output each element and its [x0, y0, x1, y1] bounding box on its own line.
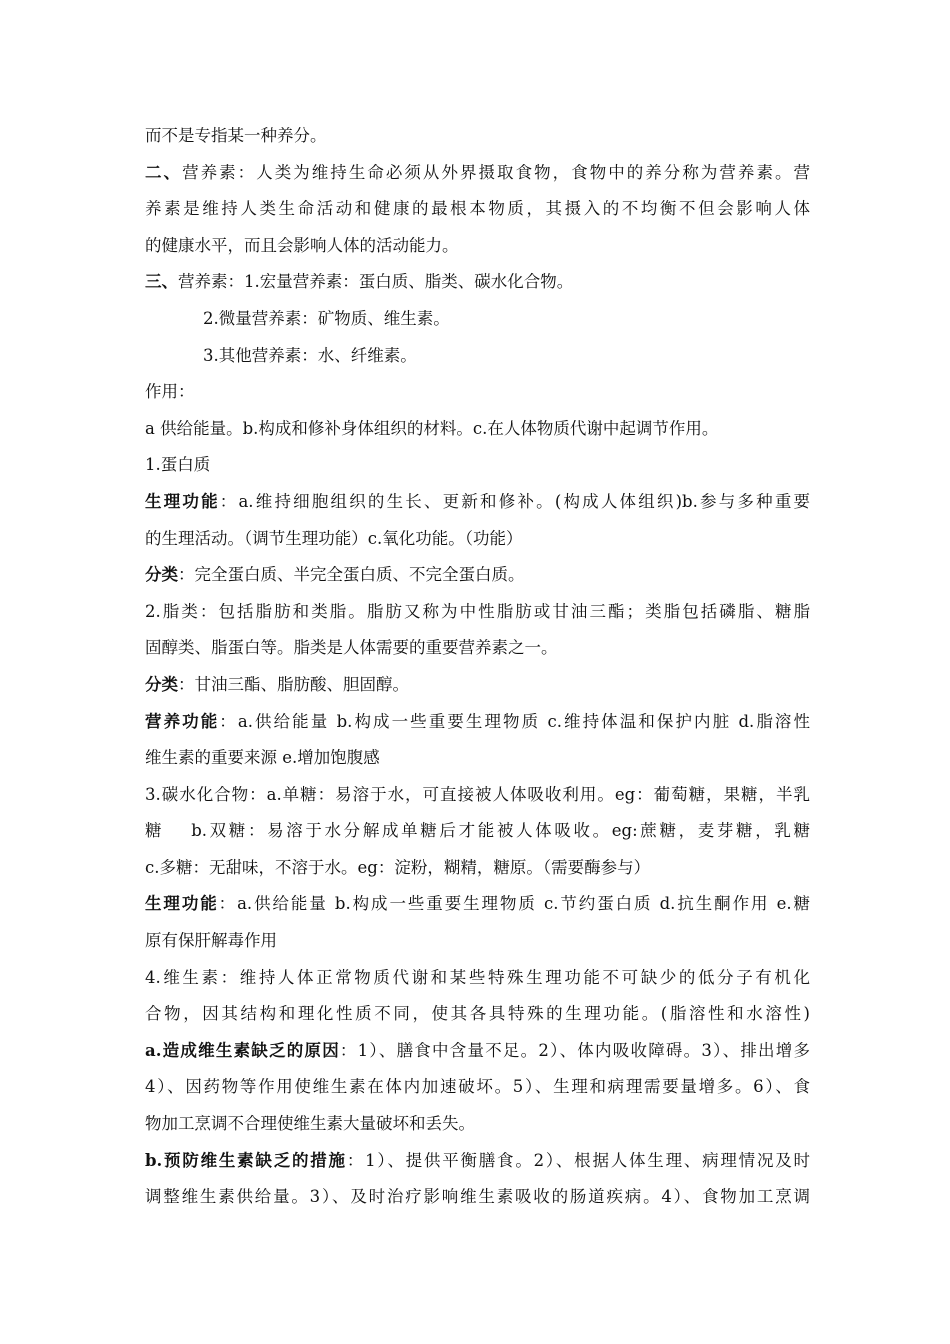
body-text: c.多糖：无甜味，不溶于水。eg：淀粉，糊精，糖原。（需要酶参与）: [145, 857, 651, 877]
body-text: ：1）、膳食中含量不足。2）、体内吸收障碍。3）、排出增多: [339, 1040, 810, 1060]
body-text: ：1）、提供平衡膳食。2）、根据人体生理、病理情况及时: [346, 1150, 810, 1170]
body-text: ：a.维持细胞组织的生长、更新和修补。(构成人体组织)b.参与多种重要: [219, 491, 810, 511]
text-line: [145, 264, 810, 301]
text-line: [145, 923, 810, 960]
text-line: [145, 704, 810, 741]
body-text: 合物，因其结构和理化性质不同，使其各具特殊的生理功能。(脂溶性和水溶性): [145, 1004, 810, 1024]
text-line: [145, 228, 810, 265]
bold-text: 营养功能: [145, 711, 220, 731]
body-text: 的健康水平，而且会影响人体的活动能力。: [145, 235, 459, 255]
body-text: 2.脂类：包括脂肪和类脂。脂肪又称为中性脂肪或甘油三酯；类脂包括磷脂、糖脂: [145, 601, 810, 621]
text-line: [145, 447, 810, 484]
bold-text: a.造成维生素缺乏的原因: [145, 1040, 340, 1060]
text-line: [145, 594, 810, 631]
text-line: [145, 1179, 810, 1216]
body-text: 的生理活动。（调节生理功能）c.氧化功能。（功能）: [145, 528, 523, 548]
text-line: [145, 740, 810, 777]
body-text: 营养素：人类为维持生命必须从外界摄取食物，食物中的养分称为营养素。营: [182, 162, 810, 182]
body-text: 3.其他营养素：水、纤维素。: [203, 345, 417, 365]
text-line: [145, 960, 810, 997]
bold-text: 三、: [145, 272, 178, 292]
text-line: [145, 191, 810, 228]
text-line: [145, 1033, 810, 1070]
body-text: 1.蛋白质: [145, 455, 211, 475]
bold-text: 分类: [145, 674, 178, 694]
text-line: [145, 557, 810, 594]
text-line: [145, 813, 810, 850]
text-line: [145, 1143, 810, 1180]
text-line: [145, 1069, 810, 1106]
text-line: [145, 630, 810, 667]
text-line: [145, 118, 810, 155]
text-line: [145, 667, 810, 704]
body-text: 2.微量营养素：矿物质、维生素。: [203, 308, 450, 328]
body-text: 4.维生素：维持人体正常物质代谢和某些特殊生理功能不可缺少的低分子有机化: [145, 967, 810, 987]
body-text: ：a.供给能量 b.构成一些重要生理物质 c.维持体温和保护内脏 d.脂溶性: [219, 711, 810, 731]
text-line: [145, 338, 810, 375]
body-text: 固醇类、脂蛋白等。脂类是人体需要的重要营养素之一。: [145, 638, 558, 658]
body-text: ：完全蛋白质、半完全蛋白质、不完全蛋白质。: [178, 565, 525, 585]
body-text: 4）、因药物等作用使维生素在体内加速破坏。5）、生理和病理需要量增多。6）、食: [145, 1077, 810, 1097]
text-line: [145, 1106, 810, 1143]
body-text: 作用：: [145, 382, 195, 402]
body-text: ：a.供给能量 b.构成一些重要生理物质 c.节约蛋白质 d.抗生酮作用 e.糖: [218, 894, 810, 914]
text-line: [145, 484, 810, 521]
bold-text: 二、: [145, 162, 183, 182]
text-line: [145, 374, 810, 411]
bold-text: 分类: [145, 565, 178, 585]
body-text: 物加工烹调不合理使维生素大量破坏和丢失。: [145, 1114, 475, 1134]
text-line: [145, 996, 810, 1033]
bold-text: 生理功能: [145, 894, 219, 914]
body-text: 3.碳水化合物：a.单糖：易溶于水，可直接被人体吸收利用。eg：葡萄糖，果糖，半乳: [145, 784, 810, 804]
document-page: [145, 118, 810, 1216]
text-line: [145, 521, 810, 558]
text-line: [145, 850, 810, 887]
text-line: [145, 301, 810, 338]
body-text: 营养素：1.宏量营养素：蛋白质、脂类、碳水化合物。: [178, 272, 574, 292]
body-text: ：甘油三酯、脂肪酸、胆固醇。: [178, 674, 409, 694]
text-line: [145, 155, 810, 192]
text-line: [145, 886, 810, 923]
body-text: 糖 b.双糖：易溶于水分解成单糖后才能被人体吸收。eg:蔗糖，麦芽糖，乳糖: [145, 821, 810, 841]
body-text: a 供给能量。b.构成和修补身体组织的材料。c.在人体物质代谢中起调节作用。: [145, 418, 719, 438]
text-line: [145, 777, 810, 814]
body-text: 调整维生素供给量。3）、及时治疗影响维生素吸收的肠道疾病。4）、食物加工烹调: [145, 1187, 810, 1207]
body-text: 而不是专指某一种养分。: [145, 126, 327, 145]
bold-text: 生理功能: [145, 491, 220, 511]
text-line: [145, 411, 810, 448]
body-text: 维生素的重要来源 e.增加饱腹感: [145, 748, 380, 768]
body-text: 养素是维持人类生命活动和健康的最根本物质，其摄入的不均衡不但会影响人体: [145, 199, 810, 219]
bold-text: b.预防维生素缺乏的措施: [145, 1150, 347, 1170]
body-text: 原有保肝解毒作用: [145, 931, 277, 951]
